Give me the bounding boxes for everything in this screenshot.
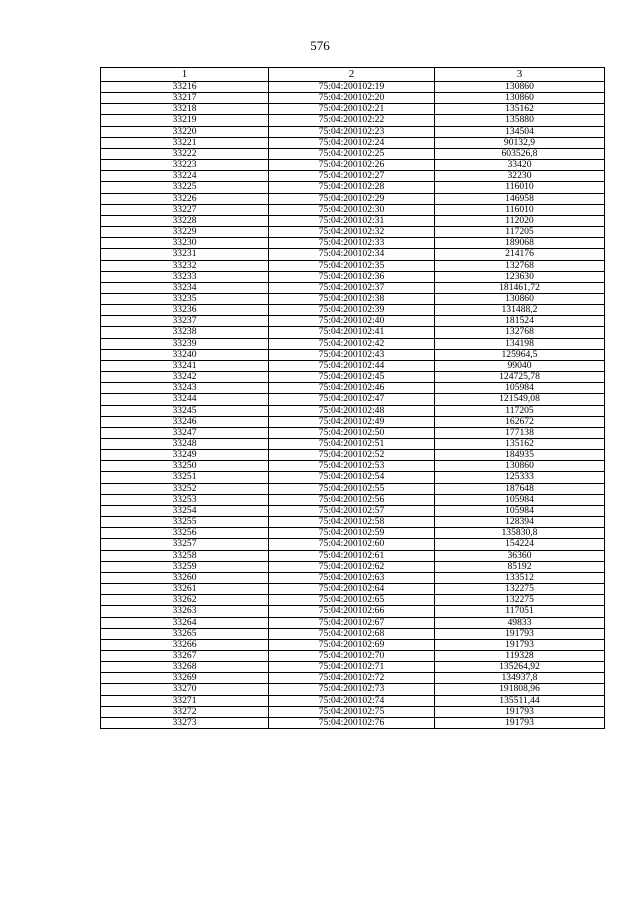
value-cell: 162672 [435, 416, 605, 427]
table-row [101, 427, 605, 438]
value-cell: 125333 [435, 472, 605, 483]
record-number-cell: 33250 [101, 461, 269, 472]
table-row [101, 338, 605, 349]
cadastral-number-cell: 75:04:200102:46 [269, 383, 435, 394]
record-number-cell: 33271 [101, 695, 269, 706]
value-cell: 49833 [435, 617, 605, 628]
value-cell: 124725,78 [435, 372, 605, 383]
table-row [101, 517, 605, 528]
value-cell: 132768 [435, 327, 605, 338]
value-cell: 32230 [435, 171, 605, 182]
table-row [101, 606, 605, 617]
value-cell: 132275 [435, 595, 605, 606]
table-row [101, 137, 605, 148]
cadastral-number-cell: 75:04:200102:37 [269, 282, 435, 293]
value-cell: 117205 [435, 227, 605, 238]
value-cell: 117051 [435, 606, 605, 617]
record-number-cell: 33267 [101, 650, 269, 661]
table-row [101, 282, 605, 293]
cadastral-number-cell: 75:04:200102:36 [269, 271, 435, 282]
record-number-cell: 33253 [101, 494, 269, 505]
value-cell: 134198 [435, 338, 605, 349]
cadastral-number-cell: 75:04:200102:68 [269, 628, 435, 639]
value-cell: 191793 [435, 706, 605, 717]
record-number-cell: 33270 [101, 684, 269, 695]
value-cell: 191793 [435, 628, 605, 639]
value-cell: 125964,5 [435, 349, 605, 360]
cadastral-number-cell: 75:04:200102:47 [269, 394, 435, 405]
table-row [101, 82, 605, 93]
cadastral-number-cell: 75:04:200102:51 [269, 439, 435, 450]
cadastral-number-cell: 75:04:200102:29 [269, 193, 435, 204]
record-number-cell: 33269 [101, 673, 269, 684]
record-number-cell: 33237 [101, 316, 269, 327]
record-number-cell: 33256 [101, 528, 269, 539]
value-cell: 184935 [435, 450, 605, 461]
value-cell: 130860 [435, 93, 605, 104]
record-number-cell: 33266 [101, 639, 269, 650]
table-row [101, 193, 605, 204]
record-number-cell: 33268 [101, 662, 269, 673]
value-cell: 99040 [435, 360, 605, 371]
record-number-cell: 33229 [101, 227, 269, 238]
table-row [101, 584, 605, 595]
cadastral-number-cell: 75:04:200102:24 [269, 137, 435, 148]
cadastral-number-cell: 75:04:200102:28 [269, 182, 435, 193]
record-number-cell: 33259 [101, 561, 269, 572]
record-number-cell: 33252 [101, 483, 269, 494]
table-row [101, 104, 605, 115]
value-cell: 133512 [435, 572, 605, 583]
table-row [101, 126, 605, 137]
cadastral-number-cell: 75:04:200102:50 [269, 427, 435, 438]
record-number-cell: 33264 [101, 617, 269, 628]
cadastral-number-cell: 75:04:200102:67 [269, 617, 435, 628]
value-cell: 130860 [435, 293, 605, 304]
cadastral-number-cell: 75:04:200102:56 [269, 494, 435, 505]
record-number-cell: 33272 [101, 706, 269, 717]
record-number-cell: 33226 [101, 193, 269, 204]
table-row [101, 271, 605, 282]
column-header-1: 1 [101, 68, 269, 82]
cadastral-number-cell: 75:04:200102:30 [269, 204, 435, 215]
record-number-cell: 33224 [101, 171, 269, 182]
cadastral-number-cell: 75:04:200102:74 [269, 695, 435, 706]
cadastral-number-cell: 75:04:200102:53 [269, 461, 435, 472]
cadastral-number-cell: 75:04:200102:21 [269, 104, 435, 115]
record-number-cell: 33249 [101, 450, 269, 461]
cadastral-number-cell: 75:04:200102:45 [269, 372, 435, 383]
table-row [101, 372, 605, 383]
cadastral-number-cell: 75:04:200102:73 [269, 684, 435, 695]
value-cell: 135162 [435, 104, 605, 115]
cadastral-number-cell: 75:04:200102:54 [269, 472, 435, 483]
value-cell: 130860 [435, 461, 605, 472]
record-number-cell: 33262 [101, 595, 269, 606]
table-row [101, 249, 605, 260]
cadastral-number-cell: 75:04:200102:64 [269, 584, 435, 595]
table-row [101, 416, 605, 427]
value-cell: 105984 [435, 383, 605, 394]
table-row [101, 405, 605, 416]
table-row [101, 360, 605, 371]
table-row [101, 561, 605, 572]
record-number-cell: 33240 [101, 349, 269, 360]
value-cell: 128394 [435, 517, 605, 528]
cadastral-number-cell: 75:04:200102:31 [269, 215, 435, 226]
table-row [101, 706, 605, 717]
record-number-cell: 33220 [101, 126, 269, 137]
table-row [101, 461, 605, 472]
table-row [101, 695, 605, 706]
table-header-row [101, 68, 605, 82]
cadastral-number-cell: 75:04:200102:41 [269, 327, 435, 338]
record-number-cell: 33241 [101, 360, 269, 371]
cadastral-number-cell: 75:04:200102:62 [269, 561, 435, 572]
cadastral-number-cell: 75:04:200102:76 [269, 717, 435, 728]
cadastral-number-cell: 75:04:200102:44 [269, 360, 435, 371]
cadastral-number-cell: 75:04:200102:22 [269, 115, 435, 126]
table-row [101, 572, 605, 583]
record-number-cell: 33225 [101, 182, 269, 193]
value-cell: 146958 [435, 193, 605, 204]
cadastral-number-cell: 75:04:200102:69 [269, 639, 435, 650]
value-cell: 135511,44 [435, 695, 605, 706]
record-number-cell: 33260 [101, 572, 269, 583]
value-cell: 154224 [435, 539, 605, 550]
table-row [101, 260, 605, 271]
record-number-cell: 33235 [101, 293, 269, 304]
record-number-cell: 33263 [101, 606, 269, 617]
record-number-cell: 33221 [101, 137, 269, 148]
cadastral-number-cell: 75:04:200102:43 [269, 349, 435, 360]
record-number-cell: 33247 [101, 427, 269, 438]
cadastral-number-cell: 75:04:200102:70 [269, 650, 435, 661]
value-cell: 134504 [435, 126, 605, 137]
cadastral-number-cell: 75:04:200102:20 [269, 93, 435, 104]
cadastral-number-cell: 75:04:200102:27 [269, 171, 435, 182]
table-row [101, 160, 605, 171]
value-cell: 119328 [435, 650, 605, 661]
value-cell: 187648 [435, 483, 605, 494]
value-cell: 132275 [435, 584, 605, 595]
table-row [101, 450, 605, 461]
table-row [101, 93, 605, 104]
record-number-cell: 33223 [101, 160, 269, 171]
record-number-cell: 33258 [101, 550, 269, 561]
table-row [101, 115, 605, 126]
record-number-cell: 33244 [101, 394, 269, 405]
cadastral-number-cell: 75:04:200102:61 [269, 550, 435, 561]
record-number-cell: 33218 [101, 104, 269, 115]
value-cell: 181461,72 [435, 282, 605, 293]
cadastral-number-cell: 75:04:200102:66 [269, 606, 435, 617]
table-row [101, 717, 605, 728]
value-cell: 191808,96 [435, 684, 605, 695]
table-row [101, 293, 605, 304]
table-row [101, 238, 605, 249]
cadastral-number-cell: 75:04:200102:32 [269, 227, 435, 238]
value-cell: 123630 [435, 271, 605, 282]
value-cell: 85192 [435, 561, 605, 572]
value-cell: 105984 [435, 494, 605, 505]
value-cell: 116010 [435, 182, 605, 193]
table-row [101, 316, 605, 327]
table-row [101, 349, 605, 360]
data-table [100, 67, 605, 729]
record-number-cell: 33242 [101, 372, 269, 383]
cadastral-number-cell: 75:04:200102:42 [269, 338, 435, 349]
table-row [101, 684, 605, 695]
record-number-cell: 33246 [101, 416, 269, 427]
value-cell: 33420 [435, 160, 605, 171]
cadastral-number-cell: 75:04:200102:40 [269, 316, 435, 327]
value-cell: 112020 [435, 215, 605, 226]
cadastral-number-cell: 75:04:200102:25 [269, 148, 435, 159]
value-cell: 181524 [435, 316, 605, 327]
value-cell: 603526,8 [435, 148, 605, 159]
cadastral-number-cell: 75:04:200102:52 [269, 450, 435, 461]
value-cell: 132768 [435, 260, 605, 271]
cadastral-number-cell: 75:04:200102:57 [269, 505, 435, 516]
record-number-cell: 33227 [101, 204, 269, 215]
table-row [101, 673, 605, 684]
table-row [101, 148, 605, 159]
cadastral-number-cell: 75:04:200102:49 [269, 416, 435, 427]
record-number-cell: 33234 [101, 282, 269, 293]
cadastral-number-cell: 75:04:200102:65 [269, 595, 435, 606]
value-cell: 135162 [435, 439, 605, 450]
record-number-cell: 33257 [101, 539, 269, 550]
record-number-cell: 33251 [101, 472, 269, 483]
record-number-cell: 33238 [101, 327, 269, 338]
table-row [101, 639, 605, 650]
table-row [101, 628, 605, 639]
table-row [101, 182, 605, 193]
value-cell: 117205 [435, 405, 605, 416]
record-number-cell: 33228 [101, 215, 269, 226]
record-number-cell: 33230 [101, 238, 269, 249]
value-cell: 135264,92 [435, 662, 605, 673]
column-header-2: 2 [269, 68, 435, 82]
record-number-cell: 33219 [101, 115, 269, 126]
value-cell: 36360 [435, 550, 605, 561]
cadastral-number-cell: 75:04:200102:72 [269, 673, 435, 684]
value-cell: 135880 [435, 115, 605, 126]
cadastral-number-cell: 75:04:200102:39 [269, 305, 435, 316]
table-row [101, 662, 605, 673]
record-number-cell: 33248 [101, 439, 269, 450]
record-number-cell: 33236 [101, 305, 269, 316]
table-row [101, 528, 605, 539]
value-cell: 131488,2 [435, 305, 605, 316]
table-row [101, 650, 605, 661]
table-row [101, 171, 605, 182]
value-cell: 134937,8 [435, 673, 605, 684]
table-row [101, 617, 605, 628]
record-number-cell: 33254 [101, 505, 269, 516]
value-cell: 177138 [435, 427, 605, 438]
cadastral-number-cell: 75:04:200102:33 [269, 238, 435, 249]
table-row [101, 383, 605, 394]
record-number-cell: 33232 [101, 260, 269, 271]
record-number-cell: 33239 [101, 338, 269, 349]
cadastral-number-cell: 75:04:200102:71 [269, 662, 435, 673]
record-number-cell: 33261 [101, 584, 269, 595]
record-number-cell: 33273 [101, 717, 269, 728]
table-body [101, 82, 605, 729]
value-cell: 191793 [435, 717, 605, 728]
cadastral-number-cell: 75:04:200102:35 [269, 260, 435, 271]
record-number-cell: 33233 [101, 271, 269, 282]
cadastral-number-cell: 75:04:200102:75 [269, 706, 435, 717]
table-row [101, 505, 605, 516]
record-number-cell: 33245 [101, 405, 269, 416]
cadastral-number-cell: 75:04:200102:59 [269, 528, 435, 539]
record-number-cell: 33217 [101, 93, 269, 104]
cadastral-number-cell: 75:04:200102:23 [269, 126, 435, 137]
table-row [101, 215, 605, 226]
value-cell: 130860 [435, 82, 605, 93]
value-cell: 214176 [435, 249, 605, 260]
table-row [101, 539, 605, 550]
value-cell: 116010 [435, 204, 605, 215]
record-number-cell: 33222 [101, 148, 269, 159]
table-row [101, 483, 605, 494]
table-row [101, 595, 605, 606]
record-number-cell: 33243 [101, 383, 269, 394]
cadastral-number-cell: 75:04:200102:19 [269, 82, 435, 93]
table-row [101, 494, 605, 505]
record-number-cell: 33255 [101, 517, 269, 528]
page-number: 576 [310, 38, 330, 53]
cadastral-number-cell: 75:04:200102:60 [269, 539, 435, 550]
value-cell: 189068 [435, 238, 605, 249]
record-number-cell: 33231 [101, 249, 269, 260]
cadastral-number-cell: 75:04:200102:38 [269, 293, 435, 304]
table-row [101, 550, 605, 561]
table-row [101, 439, 605, 450]
table-row [101, 472, 605, 483]
value-cell: 191793 [435, 639, 605, 650]
value-cell: 105984 [435, 505, 605, 516]
value-cell: 90132,9 [435, 137, 605, 148]
record-number-cell: 33265 [101, 628, 269, 639]
table-row [101, 327, 605, 338]
record-number-cell: 33216 [101, 82, 269, 93]
table-row [101, 204, 605, 215]
cadastral-number-cell: 75:04:200102:26 [269, 160, 435, 171]
table-row [101, 394, 605, 405]
cadastral-number-cell: 75:04:200102:58 [269, 517, 435, 528]
cadastral-number-cell: 75:04:200102:55 [269, 483, 435, 494]
cadastral-number-cell: 75:04:200102:34 [269, 249, 435, 260]
cadastral-number-cell: 75:04:200102:63 [269, 572, 435, 583]
value-cell: 135830,8 [435, 528, 605, 539]
column-header-3: 3 [435, 68, 605, 82]
value-cell: 121549,08 [435, 394, 605, 405]
table-row [101, 227, 605, 238]
cadastral-number-cell: 75:04:200102:48 [269, 405, 435, 416]
table-row [101, 305, 605, 316]
